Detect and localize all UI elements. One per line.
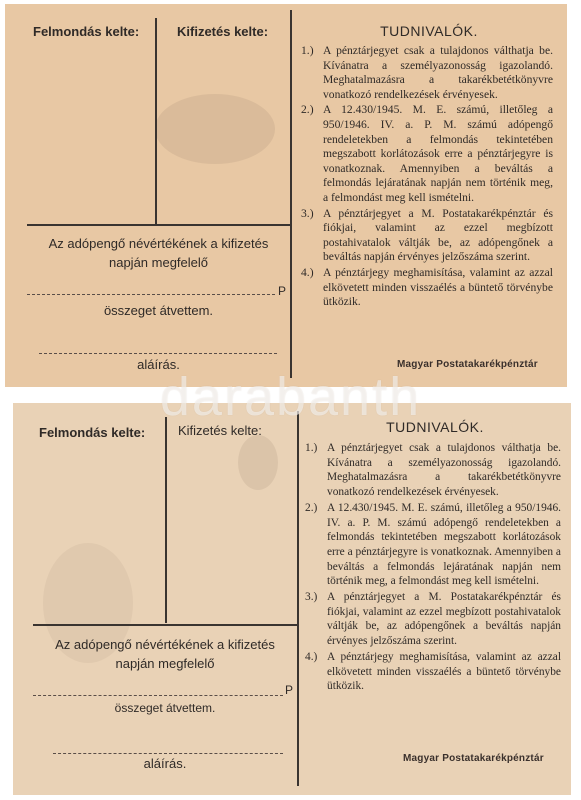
notice-item: 4.) A pénztárjegy meghamisítása, valamint az azzal elkövetett minden visszaélés a büntető törvénybe ütközik. bbox=[301, 265, 553, 309]
adopengo-line-2: napján megfelelő bbox=[108, 255, 209, 270]
notice-item: 2.) A 12.430/1945. M. E. számú, illetőleg a 950/1946. IV. a. P. M. számú adópengő rendeletekben a felmondás tekintetében megszabott korlátozások erre a pénztárjegyre is vonatkoznak. Amennyiben a beváltás a felmondás lejáratának napján nem történik meg, a felmondást meg kell ismételni. bbox=[301, 103, 553, 204]
paper-stain bbox=[238, 435, 278, 490]
kifizetes-kelte-label: Kifizetés kelte: bbox=[178, 423, 262, 438]
field-divider-vertical bbox=[155, 18, 157, 224]
section-divider-vertical bbox=[297, 411, 299, 786]
notice-item: 2.) A 12.430/1945. M. E. számú, illetőleg a 950/1946. IV. a. P. M. számú adópengő rendeletekben a felmondás tekintetében megszabott korlátozások erre a pénztárjegyre is vonatkoznak. Amennyiben a beváltás a felmondás lejáratának napján nem történik meg, a felmondást meg kell ismételni. bbox=[305, 501, 561, 588]
section-divider-vertical bbox=[290, 10, 292, 378]
adopengo-line-2: napján megfelelő bbox=[115, 656, 215, 671]
amount-line bbox=[33, 695, 283, 696]
field-divider-horizontal bbox=[33, 624, 297, 626]
receipt-card-top bbox=[5, 4, 567, 387]
kifizetes-kelte-label: Kifizetés kelte: bbox=[177, 24, 269, 39]
notice-list bbox=[305, 441, 561, 695]
alairas-label: aláírás. bbox=[143, 756, 187, 771]
signature-line bbox=[39, 353, 277, 354]
notice-item: 3.) A pénztárjegyet a M. Postatakarékpénztár és fiókjai, valamint az ezzel megbízott postahivatalok váltják be, az adópengőnek a beváltás napján érvényes jelzőszáma szerint. bbox=[305, 591, 561, 648]
paper-stain bbox=[155, 94, 275, 164]
field-divider-horizontal bbox=[27, 224, 290, 226]
notice-item: 1.) A pénztárjegyet csak a tulajdonos válthatja be. Kívánatra a személyazonosság igazolandó. Meghatalmazásra a takarékbetétkönyvre vonatkozó rendelkezések érvényesek. bbox=[301, 44, 553, 101]
adopengo-statement bbox=[33, 635, 297, 673]
adopengo-statement bbox=[27, 234, 290, 272]
watermark: darabanth bbox=[159, 367, 422, 427]
felmondas-kelte-label: Felmondás kelte: bbox=[39, 425, 146, 440]
osszeget-atvettem: összeget átvettem. bbox=[103, 303, 214, 318]
field-divider-vertical bbox=[165, 417, 167, 623]
notice-item: 3.) A pénztárjegyet a M. Postatakarékpénztár és fiókjai, valamint az ezzel megbízott postahivatalok váltják be, az adópengőnek a beváltás napján érvényes jelzőszáma szerint. bbox=[301, 206, 553, 264]
osszeget-atvettem: összeget átvettem. bbox=[114, 701, 216, 715]
adopengo-line-1: Az adópengő névértékének a kifizetés bbox=[55, 637, 275, 652]
alairas-label: aláírás. bbox=[137, 357, 180, 372]
issuer-signature: Magyar Postatakarékpénztár bbox=[403, 753, 544, 764]
notice-item: 4.) A pénztárjegy meghamisítása, valamint az azzal elkövetett minden visszaélés a büntető törvénybe ütközik. bbox=[305, 650, 561, 693]
notice-title: TUDNIVALÓK. bbox=[380, 23, 478, 39]
issuer-signature: Magyar Postatakarékpénztár bbox=[397, 359, 538, 370]
adopengo-line-1: Az adópengő névértékének a kifizetés bbox=[48, 236, 269, 251]
felmondas-kelte-label: Felmondás kelte: bbox=[33, 24, 140, 39]
receipt-card-bottom bbox=[13, 403, 571, 795]
amount-line bbox=[27, 294, 275, 295]
notice-item: 1.) A pénztárjegyet csak a tulajdonos válthatja be. Kívánatra a személyazonosság igazolandó. Meghatalmazásra a takarékbetétkönyvre vonatkozó rendelkezések érvényesek. bbox=[305, 442, 561, 499]
notice-list bbox=[301, 44, 553, 311]
pengo-mark: P bbox=[278, 284, 287, 298]
pengo-mark: P bbox=[285, 683, 294, 697]
notice-title: TUDNIVALÓK. bbox=[386, 419, 484, 435]
